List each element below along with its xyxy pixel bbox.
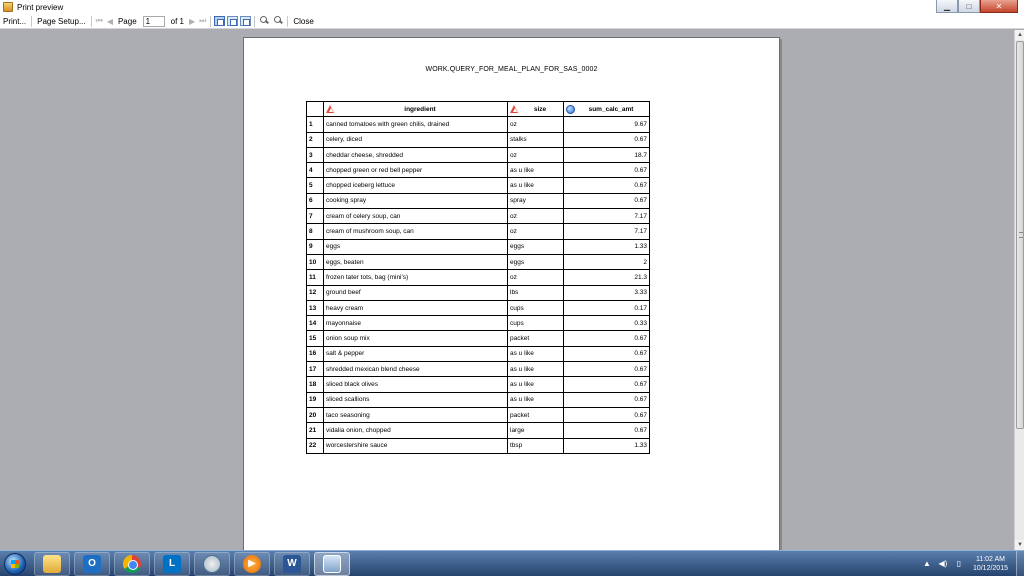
size-cell: lbs bbox=[508, 285, 564, 300]
minimize-button[interactable] bbox=[936, 0, 958, 13]
ingredient-cell: celery, diced bbox=[324, 132, 508, 147]
toolbar-divider bbox=[31, 16, 32, 27]
table-row bbox=[307, 239, 650, 254]
ingredient-cell: sliced black olives bbox=[324, 377, 508, 392]
windows-logo-icon bbox=[4, 553, 26, 575]
size-cell: as u like bbox=[508, 392, 564, 407]
outlook-icon: O bbox=[83, 555, 101, 573]
taskbar bbox=[0, 550, 1024, 576]
size-cell: large bbox=[508, 423, 564, 438]
show-desktop-button[interactable] bbox=[1016, 551, 1024, 576]
two-page-view-icon[interactable] bbox=[227, 16, 238, 26]
row-index-cell: 3 bbox=[307, 147, 324, 162]
size-cell: oz bbox=[508, 224, 564, 239]
size-cell: oz bbox=[508, 117, 564, 132]
start-button[interactable] bbox=[0, 551, 30, 576]
amount-cell: 3.33 bbox=[564, 285, 650, 300]
row-index-cell: 18 bbox=[307, 377, 324, 392]
size-cell: spray bbox=[508, 193, 564, 208]
row-index-cell: 16 bbox=[307, 346, 324, 361]
table-row bbox=[307, 362, 650, 377]
amount-cell: 1.33 bbox=[564, 438, 650, 453]
minimize-icon: ▁ bbox=[943, 1, 951, 11]
zoom-out-icon[interactable] bbox=[273, 16, 283, 26]
row-index-cell: 13 bbox=[307, 300, 324, 315]
amount-cell: 1.33 bbox=[564, 239, 650, 254]
ingredient-cell: eggs bbox=[324, 239, 508, 254]
first-page-icon[interactable]: ⏮ bbox=[95, 16, 103, 25]
lync-icon: L bbox=[163, 555, 181, 573]
report-title: WORK.QUERY_FOR_MEAL_PLAN_FOR_SAS_0002 bbox=[425, 66, 598, 73]
amount-cell: 9.67 bbox=[564, 117, 650, 132]
page-setup-button[interactable]: Page Setup... bbox=[37, 16, 86, 26]
ingredient-cell: shredded mexican blend cheese bbox=[324, 362, 508, 377]
sas-icon bbox=[323, 555, 341, 573]
ingredient-cell: cream of mushroom soup, can bbox=[324, 224, 508, 239]
print-button[interactable]: Print... bbox=[3, 16, 27, 26]
amount-cell: 0.67 bbox=[564, 377, 650, 392]
grip-icon bbox=[1019, 232, 1023, 238]
table-row bbox=[307, 178, 650, 193]
page-number-input[interactable] bbox=[143, 16, 165, 27]
close-icon: ✕ bbox=[995, 1, 1003, 11]
table-row bbox=[307, 377, 650, 392]
amount-cell: 0.67 bbox=[564, 163, 650, 178]
row-index-cell: 6 bbox=[307, 193, 324, 208]
amount-cell: 0.67 bbox=[564, 423, 650, 438]
toolbar-divider bbox=[287, 16, 288, 27]
size-cell: as u like bbox=[508, 377, 564, 392]
taskbar-chrome-button[interactable] bbox=[114, 552, 150, 576]
row-index-cell: 11 bbox=[307, 270, 324, 285]
size-cell: eggs bbox=[508, 239, 564, 254]
size-cell: as u like bbox=[508, 178, 564, 193]
table-row bbox=[307, 254, 650, 269]
amount-cell: 0.67 bbox=[564, 331, 650, 346]
vertical-scrollbar[interactable] bbox=[1014, 30, 1024, 550]
size-cell: as u like bbox=[508, 163, 564, 178]
multi-page-view-icon[interactable] bbox=[240, 16, 251, 26]
amount-cell: 0.67 bbox=[564, 392, 650, 407]
row-index-cell: 22 bbox=[307, 438, 324, 453]
ingredient-cell: onion soup mix bbox=[324, 331, 508, 346]
amount-cell: 0.33 bbox=[564, 316, 650, 331]
table-row bbox=[307, 316, 650, 331]
size-cell: stalks bbox=[508, 132, 564, 147]
table-row bbox=[307, 438, 650, 453]
amount-column-header: sum_calc_amt bbox=[564, 102, 650, 117]
size-cell: packet bbox=[508, 407, 564, 422]
close-window-button[interactable] bbox=[980, 0, 1018, 13]
row-index-cell: 4 bbox=[307, 163, 324, 178]
table-row bbox=[307, 392, 650, 407]
amount-cell: 7.17 bbox=[564, 224, 650, 239]
ingredient-cell: canned tomatoes with green chilis, drained bbox=[324, 117, 508, 132]
row-index-header bbox=[307, 102, 324, 117]
row-index-cell: 12 bbox=[307, 285, 324, 300]
size-cell: oz bbox=[508, 209, 564, 224]
row-index-cell: 15 bbox=[307, 331, 324, 346]
media-player-icon: ▶ bbox=[243, 555, 261, 573]
ingredient-cell: ground beef bbox=[324, 285, 508, 300]
table-row bbox=[307, 163, 650, 178]
size-cell: cups bbox=[508, 300, 564, 315]
table-row bbox=[307, 423, 650, 438]
row-index-cell: 7 bbox=[307, 209, 324, 224]
numeric-column-icon bbox=[566, 105, 575, 114]
power-icon[interactable]: ▯ bbox=[956, 559, 962, 568]
amount-cell: 0.67 bbox=[564, 193, 650, 208]
amount-cell: 18.7 bbox=[564, 147, 650, 162]
show-hidden-icons-icon[interactable]: ▲ bbox=[922, 559, 931, 568]
ingredient-cell: worcestershire sauce bbox=[324, 438, 508, 453]
network-icon bbox=[203, 555, 221, 573]
report-table bbox=[306, 101, 650, 454]
taskbar-media-player-button[interactable] bbox=[234, 552, 270, 576]
windows-explorer-icon bbox=[43, 555, 61, 573]
ingredient-cell: heavy cream bbox=[324, 300, 508, 315]
row-index-cell: 5 bbox=[307, 178, 324, 193]
volume-icon[interactable]: ◀) bbox=[938, 559, 948, 568]
size-cell: oz bbox=[508, 147, 564, 162]
system-tray bbox=[919, 551, 1024, 576]
ingredient-cell: salt & pepper bbox=[324, 346, 508, 361]
ingredient-cell: chopped green or red bell pepper bbox=[324, 163, 508, 178]
ingredient-column-header: ingredient bbox=[324, 102, 508, 117]
amount-cell: 0.67 bbox=[564, 407, 650, 422]
toolbar-divider bbox=[210, 16, 211, 27]
word-icon: W bbox=[283, 555, 301, 573]
scrollbar-thumb[interactable] bbox=[1016, 41, 1024, 429]
ingredient-cell: cream of celery soup, can bbox=[324, 209, 508, 224]
table-row bbox=[307, 117, 650, 132]
ingredient-cell: cheddar cheese, shredded bbox=[324, 147, 508, 162]
row-index-cell: 8 bbox=[307, 224, 324, 239]
size-column-header: size bbox=[508, 102, 564, 117]
taskbar-apps bbox=[30, 552, 350, 576]
chrome-icon bbox=[123, 555, 141, 573]
row-index-cell: 1 bbox=[307, 117, 324, 132]
taskbar-sas-button[interactable] bbox=[314, 552, 350, 576]
size-cell: cups bbox=[508, 316, 564, 331]
table-row bbox=[307, 270, 650, 285]
preview-page bbox=[243, 37, 780, 550]
close-button[interactable]: Close bbox=[293, 16, 314, 26]
ingredient-cell: vidalia onion, chopped bbox=[324, 423, 508, 438]
clock-time: 11:02 AM bbox=[975, 556, 1005, 563]
ingredient-cell: taco seasoning bbox=[324, 407, 508, 422]
size-cell: packet bbox=[508, 331, 564, 346]
table-row bbox=[307, 147, 650, 162]
toolbar-divider bbox=[91, 16, 92, 27]
maximize-icon: □ bbox=[966, 1, 972, 11]
amount-cell: 0.67 bbox=[564, 346, 650, 361]
window-title: Print preview bbox=[17, 2, 64, 12]
ingredient-cell: cooking spray bbox=[324, 193, 508, 208]
preview-area bbox=[0, 30, 1014, 550]
row-index-cell: 10 bbox=[307, 254, 324, 269]
print-preview-app-icon bbox=[3, 2, 13, 12]
character-column-icon bbox=[326, 105, 335, 114]
row-index-cell: 21 bbox=[307, 423, 324, 438]
amount-cell: 21.3 bbox=[564, 270, 650, 285]
ingredient-cell: frozen tater tots, bag (mini's) bbox=[324, 270, 508, 285]
taskbar-windows-explorer-button[interactable] bbox=[34, 552, 70, 576]
table-row bbox=[307, 407, 650, 422]
taskbar-word-button[interactable] bbox=[274, 552, 310, 576]
amount-cell: 0.67 bbox=[564, 132, 650, 147]
table-row bbox=[307, 209, 650, 224]
scroll-down-icon[interactable]: ▼ bbox=[1015, 540, 1024, 550]
amount-cell: 0.67 bbox=[564, 178, 650, 193]
row-index-cell: 2 bbox=[307, 132, 324, 147]
page-count-label: of 1 bbox=[170, 16, 184, 26]
scroll-up-icon[interactable]: ▲ bbox=[1015, 30, 1024, 40]
size-cell: as u like bbox=[508, 346, 564, 361]
last-page-icon[interactable]: ⏭ bbox=[199, 16, 207, 25]
character-column-icon bbox=[510, 105, 519, 114]
next-page-icon[interactable]: ▶ bbox=[189, 16, 196, 26]
size-cell: as u like bbox=[508, 362, 564, 377]
taskbar-network-button[interactable] bbox=[194, 552, 230, 576]
amount-cell: 2 bbox=[564, 254, 650, 269]
table-row bbox=[307, 331, 650, 346]
size-cell: oz bbox=[508, 270, 564, 285]
window-controls bbox=[936, 0, 1018, 13]
maximize-button[interactable] bbox=[958, 0, 980, 13]
table-row bbox=[307, 193, 650, 208]
table-row bbox=[307, 300, 650, 315]
clock-date: 10/12/2015 bbox=[972, 565, 1008, 572]
title-bar bbox=[0, 0, 1024, 14]
toolbar bbox=[0, 14, 1024, 29]
ingredient-cell: sliced scallions bbox=[324, 392, 508, 407]
amount-cell: 0.17 bbox=[564, 300, 650, 315]
zoom-in-icon[interactable] bbox=[259, 16, 269, 26]
row-index-cell: 19 bbox=[307, 392, 324, 407]
amount-cell: 0.67 bbox=[564, 362, 650, 377]
ingredient-cell: mayonnaise bbox=[324, 316, 508, 331]
ingredient-cell: chopped iceberg lettuce bbox=[324, 178, 508, 193]
amount-cell: 7.17 bbox=[564, 209, 650, 224]
taskbar-outlook-button[interactable] bbox=[74, 552, 110, 576]
row-index-cell: 14 bbox=[307, 316, 324, 331]
toolbar-divider bbox=[254, 16, 255, 27]
previous-page-icon[interactable]: ◀ bbox=[106, 16, 113, 26]
table-header-row bbox=[307, 102, 650, 117]
table-row bbox=[307, 346, 650, 361]
size-cell: eggs bbox=[508, 254, 564, 269]
table-row bbox=[307, 132, 650, 147]
clock[interactable] bbox=[973, 555, 1008, 573]
ingredient-cell: eggs, beaten bbox=[324, 254, 508, 269]
size-cell: tbsp bbox=[508, 438, 564, 453]
row-index-cell: 17 bbox=[307, 362, 324, 377]
row-index-cell: 9 bbox=[307, 239, 324, 254]
table-row bbox=[307, 285, 650, 300]
page-label: Page bbox=[117, 16, 137, 26]
one-page-view-icon[interactable] bbox=[214, 16, 225, 26]
taskbar-lync-button[interactable] bbox=[154, 552, 190, 576]
row-index-cell: 20 bbox=[307, 407, 324, 422]
table-row bbox=[307, 224, 650, 239]
